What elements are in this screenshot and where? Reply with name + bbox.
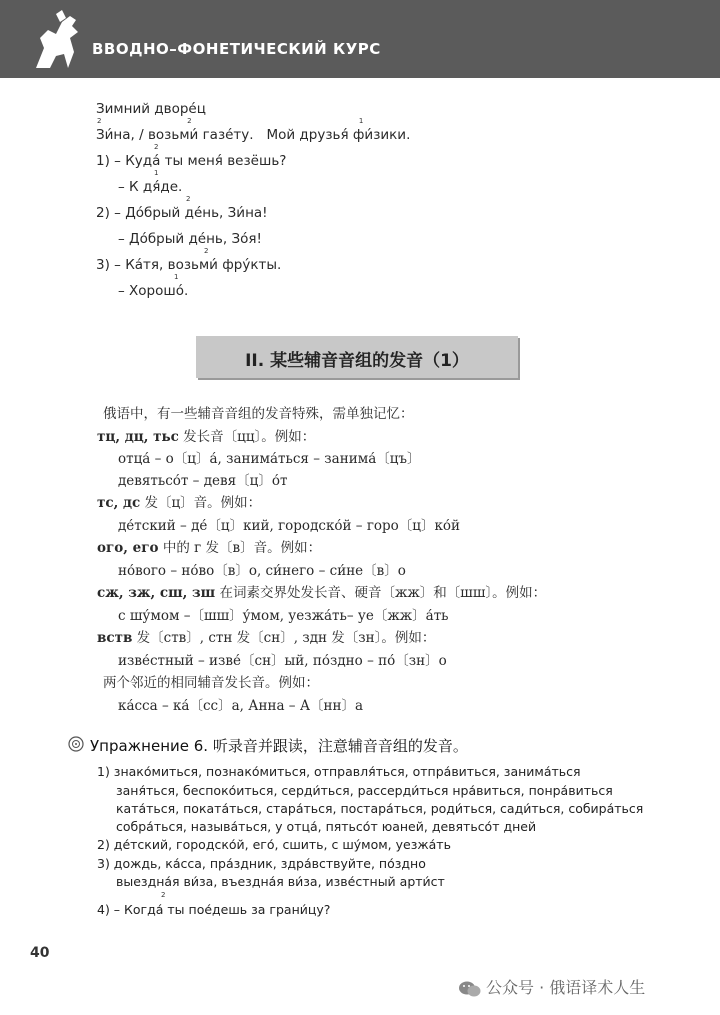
- dialog-word: 3) – Ка́тя, возьми́: [96, 257, 218, 273]
- stress-mark: 2: [187, 117, 192, 125]
- watermark: [458, 975, 645, 998]
- stress-mark: 1: [174, 273, 179, 281]
- exercise-line-7: выездна́я ви́за, въездна́я ви́за, изве́стный арти́ст: [116, 874, 445, 889]
- dialog-word: Зи́на,: [96, 127, 135, 143]
- rule-6-example-1: ка́сса – ка́〔сс〕а, Анна – А〔нн〕а: [118, 698, 364, 714]
- rule-2-example-1: де́тский – де́〔ц〕кий, городско́й – горо〔ц〕ко́й: [118, 518, 461, 534]
- stress-mark: 2: [154, 143, 159, 151]
- dialog-word: 2) – До́брый: [96, 205, 181, 221]
- dialog-word: / возьми́: [139, 127, 199, 143]
- stress-mark: 2: [204, 247, 209, 255]
- dialog-word: Мой друзья́: [266, 127, 349, 143]
- dialog-word: – Хорошо́.: [118, 283, 189, 299]
- rule-head: сж, зж, сш, зш: [97, 585, 216, 601]
- rule-text: 发长音〔цц〕。例如：: [183, 429, 316, 445]
- rule-4-example-1: с шу́мом –〔шш〕у́мом, уезжа́ть– уе〔жж〕а́ть: [118, 608, 449, 624]
- page-number: 40: [30, 945, 50, 961]
- stress-mark: 2: [97, 117, 102, 125]
- rule-1-example-2: девятьсо́т – девя〔ц〕о́т: [118, 473, 288, 489]
- rule-4: [97, 581, 546, 601]
- dialog-line-4: [118, 169, 183, 195]
- dialog-word: – К дя́де.: [118, 179, 183, 195]
- rule-head: вств: [97, 630, 133, 646]
- page-header: [0, 0, 720, 78]
- rule-6: 两个邻近的相同辅音发长音。例如：: [103, 675, 319, 691]
- dialog-line-1: Зимний дворе́ц: [96, 101, 206, 117]
- rule-5-example-1: изве́стный – изве́〔сн〕ый, по́здно – по́〔зн〕о: [118, 653, 447, 669]
- exercise-line-4: собра́ться, называ́ться, у отца́, пятьсо́т юаней, девятьсо́т дней: [116, 819, 537, 834]
- dialog-word: де́нь,: [184, 205, 224, 221]
- exercise-sentence: 4) – Когда́ ты пое́дешь за грани́цу?: [97, 902, 331, 917]
- exercise-line-6: 3) дождь, ка́сса, пра́здник, здра́вствуйте, по́здно: [97, 856, 426, 871]
- dialog-word: фи́зики.: [352, 127, 411, 143]
- dialog-word: 1) – Куда́: [96, 153, 161, 169]
- exercise-line-1: 1) знако́миться, познако́миться, отправля́ться, отпра́виться, занима́ться: [97, 764, 581, 779]
- section-title-banner: [196, 336, 518, 378]
- rule-3-example-1: но́вого – но́во〔в〕о, си́него – си́не〔в〕о: [118, 563, 406, 579]
- rule-3: [97, 536, 321, 556]
- rule-head: тц, дц, тьс: [97, 429, 179, 445]
- dialog-word: фру́кты.: [222, 257, 282, 273]
- dialog-line-5: [96, 195, 268, 221]
- horse-rider-logo-icon: [26, 8, 88, 74]
- dialog-line-7: [96, 247, 282, 273]
- section-title: II. 某些辅音音组的发音（1）: [245, 351, 469, 371]
- exercise-line-5: 2) де́тский, городско́й, его́, сшить, с шу́мом, уезжа́ть: [97, 837, 451, 852]
- exercise-line-2: заня́ться, беспоко́иться, серди́ться, рассерди́ться нра́виться, понра́виться: [116, 783, 613, 798]
- stress-mark: 2: [186, 195, 191, 203]
- dialog-word: газе́ту.: [202, 127, 254, 143]
- exercise-title: Упражнение 6. 听录音并跟读，注意辅音音组的发音。: [90, 737, 468, 755]
- watermark-text: 公众号 · 俄语译术人生: [486, 978, 646, 997]
- rule-2: [97, 491, 261, 511]
- rule-1: [97, 425, 315, 445]
- wechat-icon: [458, 980, 482, 998]
- rule-text: 中的 г 发〔в〕音。例如：: [162, 540, 322, 556]
- header-title: ВВОДНО–ФОНЕТИЧЕСКИЙ КУРС: [92, 40, 381, 58]
- dialog-word: Зи́на!: [227, 205, 268, 221]
- rule-text: 在词素交界处发长音、硬音〔жж〕和〔шш〕。例如：: [219, 585, 547, 601]
- rule-head: ого, его: [97, 540, 159, 556]
- rule-text: 发〔ц〕音。例如：: [144, 495, 262, 511]
- stress-mark: 1: [358, 117, 364, 125]
- rule-5: [97, 626, 435, 646]
- stress-mark: 2: [161, 891, 166, 899]
- dialog-line-8: [118, 273, 189, 299]
- dialog-line-3: [96, 143, 287, 169]
- dialog-line-2: [96, 117, 411, 143]
- exercise-line-3: ката́ться, поката́ться, стара́ться, постара́ться, роди́ться, сади́ться, собира́ться: [116, 801, 644, 816]
- rule-1-example-1: отца́ – о〔ц〕а́, занима́ться – занима́〔цъ〕: [118, 451, 421, 467]
- rule-head: тс, дс: [97, 495, 141, 511]
- exercise-line-8: [97, 891, 331, 917]
- rule-text: 发〔ств〕, стн 发〔сн〕, здн 发〔зн〕。例如：: [136, 630, 436, 646]
- audio-disc-icon: [68, 736, 84, 752]
- dialog-line-6: – До́брый де́нь, Зо́я!: [118, 231, 262, 247]
- dialog-word: ты меня́ везёшь?: [164, 153, 287, 169]
- stress-mark: 1: [154, 169, 159, 177]
- rules-intro: 俄语中，有一些辅音音组的发音特殊，需单独记忆：: [103, 406, 414, 422]
